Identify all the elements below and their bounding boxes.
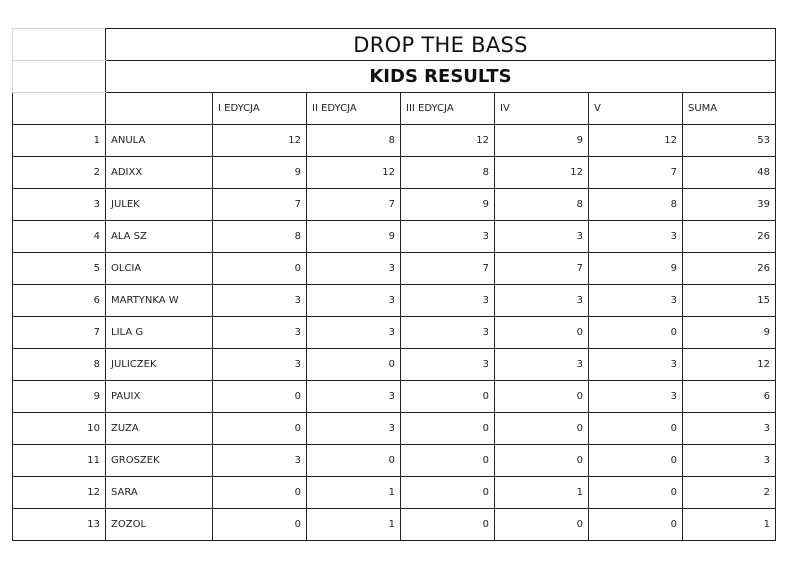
empty-header-cell bbox=[106, 93, 213, 125]
score-cell: 0 bbox=[401, 477, 495, 509]
table-row bbox=[13, 125, 776, 157]
rank-cell: 11 bbox=[13, 445, 106, 477]
name-cell: OLCIA bbox=[106, 253, 213, 285]
score-cell: 12 bbox=[495, 157, 589, 189]
score-cell: 1 bbox=[307, 477, 401, 509]
score-cell: 1 bbox=[307, 509, 401, 541]
score-cell: 3 bbox=[213, 349, 307, 381]
score-cell: 3 bbox=[495, 285, 589, 317]
rank-cell: 1 bbox=[13, 125, 106, 157]
name-cell: GROSZEK bbox=[106, 445, 213, 477]
header-row bbox=[13, 93, 776, 125]
score-cell: 7 bbox=[495, 253, 589, 285]
empty-cell bbox=[13, 61, 106, 93]
score-cell: 0 bbox=[589, 317, 683, 349]
total-cell: 39 bbox=[683, 189, 776, 221]
name-cell: ADIXX bbox=[106, 157, 213, 189]
total-cell: 9 bbox=[683, 317, 776, 349]
name-cell: ZOZOL bbox=[106, 509, 213, 541]
results-table bbox=[12, 28, 776, 541]
rank-cell: 2 bbox=[13, 157, 106, 189]
total-cell: 48 bbox=[683, 157, 776, 189]
score-cell: 1 bbox=[495, 477, 589, 509]
score-cell: 8 bbox=[307, 125, 401, 157]
empty-header-cell bbox=[13, 93, 106, 125]
column-header: I EDYCJA bbox=[213, 93, 307, 125]
score-cell: 0 bbox=[495, 381, 589, 413]
rank-cell: 4 bbox=[13, 221, 106, 253]
column-header: II EDYCJA bbox=[307, 93, 401, 125]
name-cell: ALA SZ bbox=[106, 221, 213, 253]
score-cell: 3 bbox=[495, 221, 589, 253]
score-cell: 3 bbox=[589, 285, 683, 317]
total-cell: 3 bbox=[683, 413, 776, 445]
name-cell: ZUZA bbox=[106, 413, 213, 445]
name-cell: LILA G bbox=[106, 317, 213, 349]
score-cell: 0 bbox=[213, 253, 307, 285]
score-cell: 3 bbox=[401, 285, 495, 317]
score-cell: 9 bbox=[589, 253, 683, 285]
score-cell: 0 bbox=[401, 381, 495, 413]
score-cell: 8 bbox=[401, 157, 495, 189]
score-cell: 12 bbox=[307, 157, 401, 189]
total-cell: 26 bbox=[683, 221, 776, 253]
score-cell: 3 bbox=[307, 253, 401, 285]
total-cell: 26 bbox=[683, 253, 776, 285]
total-cell: 12 bbox=[683, 349, 776, 381]
table-title: DROP THE BASS bbox=[106, 29, 776, 61]
score-cell: 0 bbox=[495, 317, 589, 349]
table-row bbox=[13, 349, 776, 381]
score-cell: 12 bbox=[401, 125, 495, 157]
rank-cell: 3 bbox=[13, 189, 106, 221]
table-row bbox=[13, 413, 776, 445]
score-cell: 8 bbox=[589, 189, 683, 221]
score-cell: 7 bbox=[213, 189, 307, 221]
score-cell: 9 bbox=[307, 221, 401, 253]
score-cell: 0 bbox=[213, 477, 307, 509]
score-cell: 3 bbox=[307, 413, 401, 445]
score-cell: 3 bbox=[589, 221, 683, 253]
score-cell: 3 bbox=[213, 317, 307, 349]
name-cell: ANULA bbox=[106, 125, 213, 157]
table-row bbox=[13, 381, 776, 413]
rank-cell: 10 bbox=[13, 413, 106, 445]
score-cell: 3 bbox=[213, 445, 307, 477]
score-cell: 7 bbox=[589, 157, 683, 189]
score-cell: 3 bbox=[213, 285, 307, 317]
score-cell: 0 bbox=[401, 509, 495, 541]
column-header: IV bbox=[495, 93, 589, 125]
rank-cell: 7 bbox=[13, 317, 106, 349]
score-cell: 8 bbox=[495, 189, 589, 221]
score-cell: 3 bbox=[589, 349, 683, 381]
score-cell: 12 bbox=[589, 125, 683, 157]
table-row bbox=[13, 509, 776, 541]
score-cell: 0 bbox=[495, 445, 589, 477]
score-cell: 3 bbox=[589, 381, 683, 413]
table-row bbox=[13, 221, 776, 253]
score-cell: 8 bbox=[213, 221, 307, 253]
score-cell: 0 bbox=[589, 445, 683, 477]
score-cell: 0 bbox=[589, 413, 683, 445]
score-cell: 3 bbox=[401, 317, 495, 349]
score-cell: 3 bbox=[401, 221, 495, 253]
score-cell: 0 bbox=[589, 509, 683, 541]
score-cell: 3 bbox=[307, 285, 401, 317]
score-cell: 9 bbox=[213, 157, 307, 189]
subtitle-row bbox=[13, 61, 776, 93]
table-row bbox=[13, 253, 776, 285]
total-cell: 2 bbox=[683, 477, 776, 509]
title-row bbox=[13, 29, 776, 61]
total-cell: 53 bbox=[683, 125, 776, 157]
name-cell: PAUIX bbox=[106, 381, 213, 413]
score-cell: 3 bbox=[495, 349, 589, 381]
rank-cell: 9 bbox=[13, 381, 106, 413]
score-cell: 0 bbox=[401, 413, 495, 445]
score-cell: 0 bbox=[589, 477, 683, 509]
column-header: V bbox=[589, 93, 683, 125]
name-cell: JULICZEK bbox=[106, 349, 213, 381]
column-header: SUMA bbox=[683, 93, 776, 125]
rank-cell: 12 bbox=[13, 477, 106, 509]
score-cell: 0 bbox=[213, 509, 307, 541]
table-row bbox=[13, 477, 776, 509]
rank-cell: 5 bbox=[13, 253, 106, 285]
rank-cell: 13 bbox=[13, 509, 106, 541]
score-cell: 7 bbox=[401, 253, 495, 285]
score-cell: 7 bbox=[307, 189, 401, 221]
name-cell: MARTYNKA W bbox=[106, 285, 213, 317]
table-row bbox=[13, 189, 776, 221]
table-row bbox=[13, 317, 776, 349]
score-cell: 0 bbox=[495, 413, 589, 445]
total-cell: 15 bbox=[683, 285, 776, 317]
score-cell: 9 bbox=[495, 125, 589, 157]
total-cell: 1 bbox=[683, 509, 776, 541]
score-cell: 0 bbox=[401, 445, 495, 477]
score-cell: 12 bbox=[213, 125, 307, 157]
rank-cell: 8 bbox=[13, 349, 106, 381]
total-cell: 3 bbox=[683, 445, 776, 477]
score-cell: 3 bbox=[307, 317, 401, 349]
table-row bbox=[13, 445, 776, 477]
table-row bbox=[13, 157, 776, 189]
table-subtitle: KIDS RESULTS bbox=[106, 61, 776, 93]
table-row bbox=[13, 285, 776, 317]
score-cell: 9 bbox=[401, 189, 495, 221]
name-cell: SARA bbox=[106, 477, 213, 509]
score-cell: 0 bbox=[307, 445, 401, 477]
score-cell: 0 bbox=[307, 349, 401, 381]
rank-cell: 6 bbox=[13, 285, 106, 317]
score-cell: 3 bbox=[307, 381, 401, 413]
score-cell: 0 bbox=[213, 381, 307, 413]
name-cell: JULEK bbox=[106, 189, 213, 221]
column-header: III EDYCJA bbox=[401, 93, 495, 125]
score-cell: 0 bbox=[213, 413, 307, 445]
empty-cell bbox=[13, 29, 106, 61]
total-cell: 6 bbox=[683, 381, 776, 413]
score-cell: 0 bbox=[495, 509, 589, 541]
score-cell: 3 bbox=[401, 349, 495, 381]
